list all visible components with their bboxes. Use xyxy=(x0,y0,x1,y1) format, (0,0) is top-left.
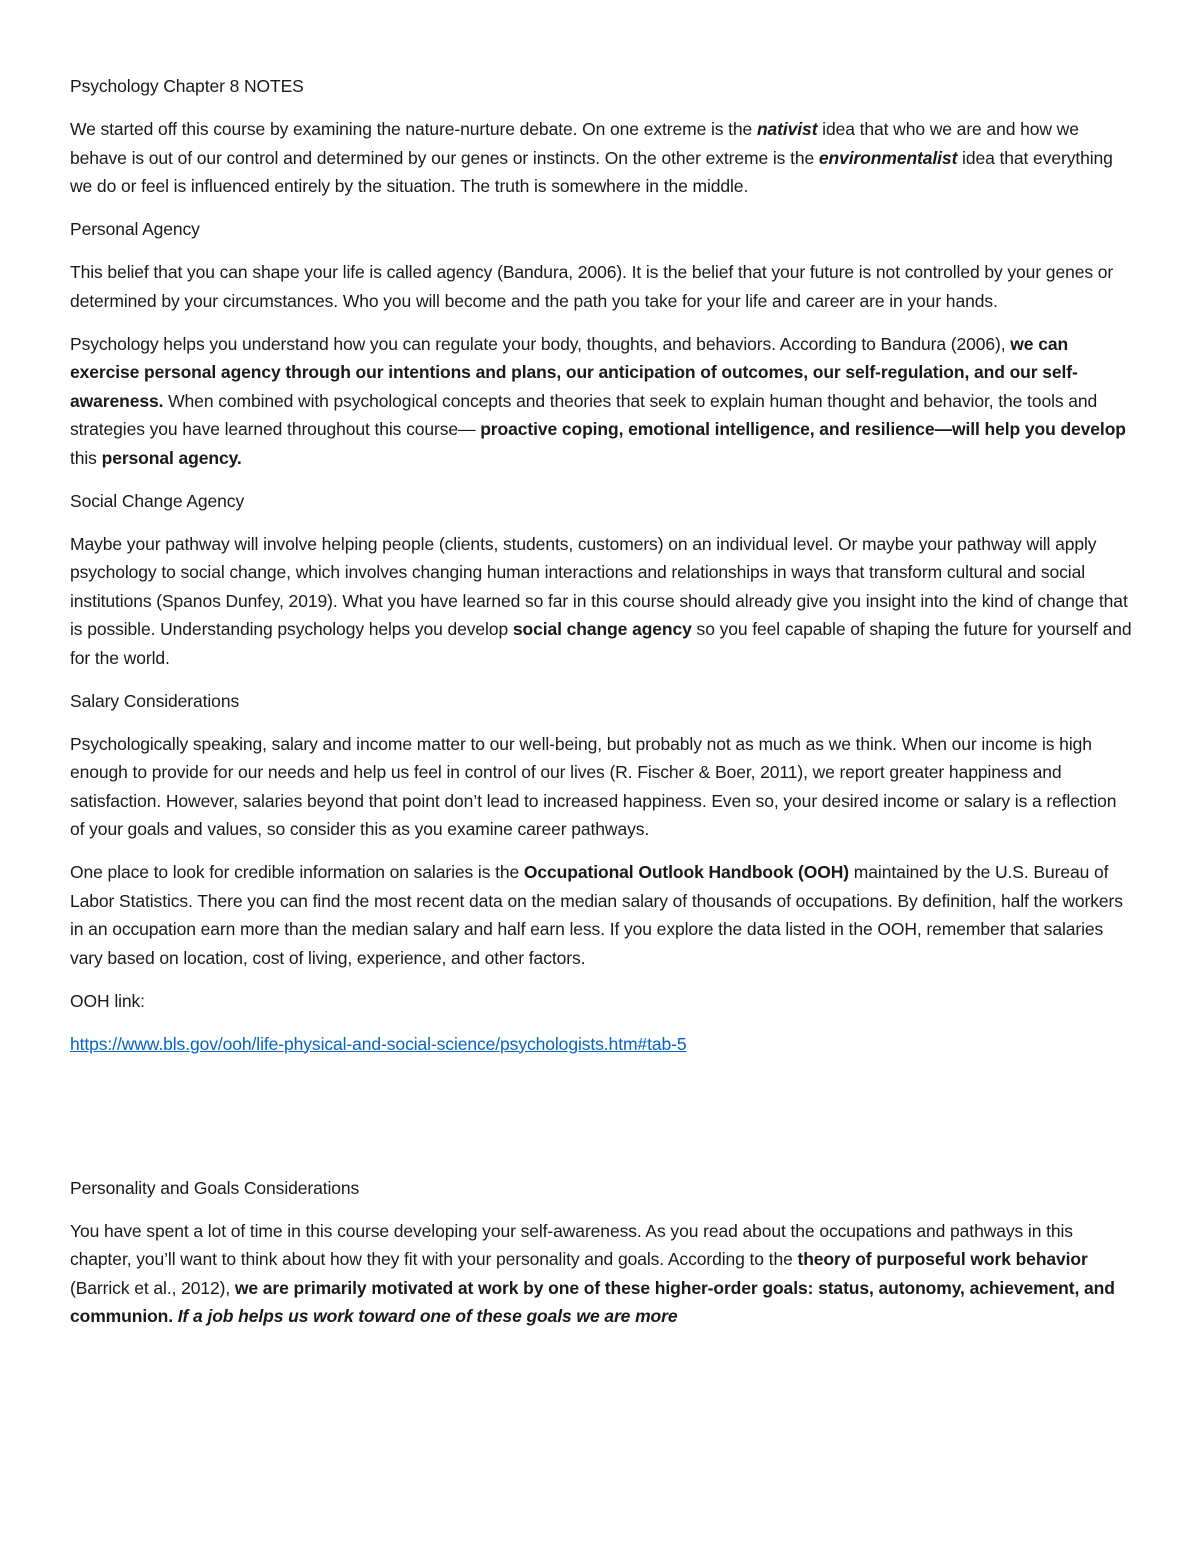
pa-text-3: this xyxy=(70,447,102,468)
sal-text-2: maintained by the U.S. Bureau of Labor Statistics. There you can find the most recent data on the median salary of thousands of occupations. By definition, half the workers in an occupation earn more than the median salary and half earn less. If you explore the data listed in the OOH, remember that salaries vary based on location, cost of living, experience, and other factors. xyxy=(70,862,1123,968)
ooh-term: Occupational Outlook Handbook (OOH) xyxy=(523,862,850,882)
document-title: Psychology Chapter 8 NOTES xyxy=(70,76,304,96)
environmentalist-term: environmentalist xyxy=(818,147,958,168)
sal-text-1: One place to look for credible information on salaries is the xyxy=(70,862,524,882)
ooh-link[interactable]: https://www.bls.gov/ooh/life-physical-and-social-science/psychologists.htm#tab-5 xyxy=(70,1033,687,1054)
pa-text-2: When combined with psychological concepts and theories that seek to explain human thought and behavior, the tools and strategies you have learned throughout this course— xyxy=(70,390,1098,439)
personal-agency-paragraph-1: This belief that you can shape your life is called agency (Bandura, 2006). It is the belief that your future is not controlled by your genes or determined by your circumstances. Who you will become and the path you take for your life and career are in your hands. xyxy=(70,262,1114,311)
pa-bold-3: personal agency. xyxy=(101,447,242,468)
pg-bold-1: theory of purposeful work behavior xyxy=(797,1249,1088,1269)
personal-agency-paragraph-2 xyxy=(70,330,1132,473)
heading-salary-considerations: Salary Considerations xyxy=(70,690,240,711)
ooh-link-label: OOH link: xyxy=(70,990,145,1011)
heading-social-change-agency: Social Change Agency xyxy=(70,490,245,511)
personality-paragraph xyxy=(70,1217,1132,1331)
sc-bold-1: social change agency xyxy=(512,619,692,639)
intro-text-2: idea that who we are and how we behave is out of our control and determined by our genes or instincts. On the other extreme is the xyxy=(70,119,1079,168)
blank-space xyxy=(70,1073,1132,1174)
pa-bold-1: we can exercise personal agency through our intentions and plans, our anticipation of outcomes, our self-regulation, and our self-awareness. xyxy=(70,333,1078,411)
heading-personality-goals: Personality and Goals Considerations xyxy=(70,1177,360,1198)
pa-text-1: Psychology helps you understand how you can regulate your body, thoughts, and behaviors. According to Bandura (2006), xyxy=(70,333,1011,354)
salary-paragraph-2 xyxy=(70,858,1132,972)
nativist-term: nativist xyxy=(756,119,818,139)
pg-bold-2: we are primarily motivated at work by one of these higher-order goals: status, autonomy, achievement, and communion. xyxy=(70,1277,1115,1326)
pg-text-1: You have spent a lot of time in this course developing your self-awareness. As you read about the occupations and pathways in this chapter, you’ll want to think about how they fit with your personality and goals. According to the xyxy=(70,1220,1073,1269)
sc-text-2: so you feel capable of shaping the future for yourself and for the world. xyxy=(70,619,1132,668)
pa-bold-2: proactive coping, emotional intelligence, and resilience—will help you develop xyxy=(480,419,1126,439)
pg-bold-italic: If a job helps us work toward one of these goals we are more xyxy=(177,1306,678,1326)
pg-text-2: (Barrick et al., 2012), xyxy=(70,1277,235,1298)
sc-text-1: Maybe your pathway will involve helping people (clients, students, customers) on an individual level. Or maybe your pathway will apply psychology to social change, which involves changing human interactions and relationships in ways that transform cultural and social institutions (Spanos Dunfey, 2019). What you have learned so far in this course should already give you insight into the kind of change that is possible. Understanding psychology helps you develop xyxy=(70,533,1128,639)
intro-text-1: We started off this course by examining the nature-nurture debate. On one extreme is the xyxy=(70,119,757,139)
intro-text-3: idea that everything we do or feel is influenced entirely by the situation. The truth is somewhere in the middle. xyxy=(70,147,1113,196)
intro-paragraph xyxy=(70,115,1132,201)
social-change-paragraph xyxy=(70,530,1132,673)
salary-paragraph-1: Psychologically speaking, salary and income matter to our well-being, but probably not as much as we think. When our income is high enough to provide for our needs and help us feel in control of our lives (R. Fischer & Boer, 2011), we report greater happiness and satisfaction. However, salaries beyond that point don’t lead to increased happiness. Even so, your desired income or salary is a reflection of your goals and values, so consider this as you examine career pathways. xyxy=(70,733,1117,839)
heading-personal-agency: Personal Agency xyxy=(70,219,200,239)
document-page xyxy=(70,72,1132,1345)
